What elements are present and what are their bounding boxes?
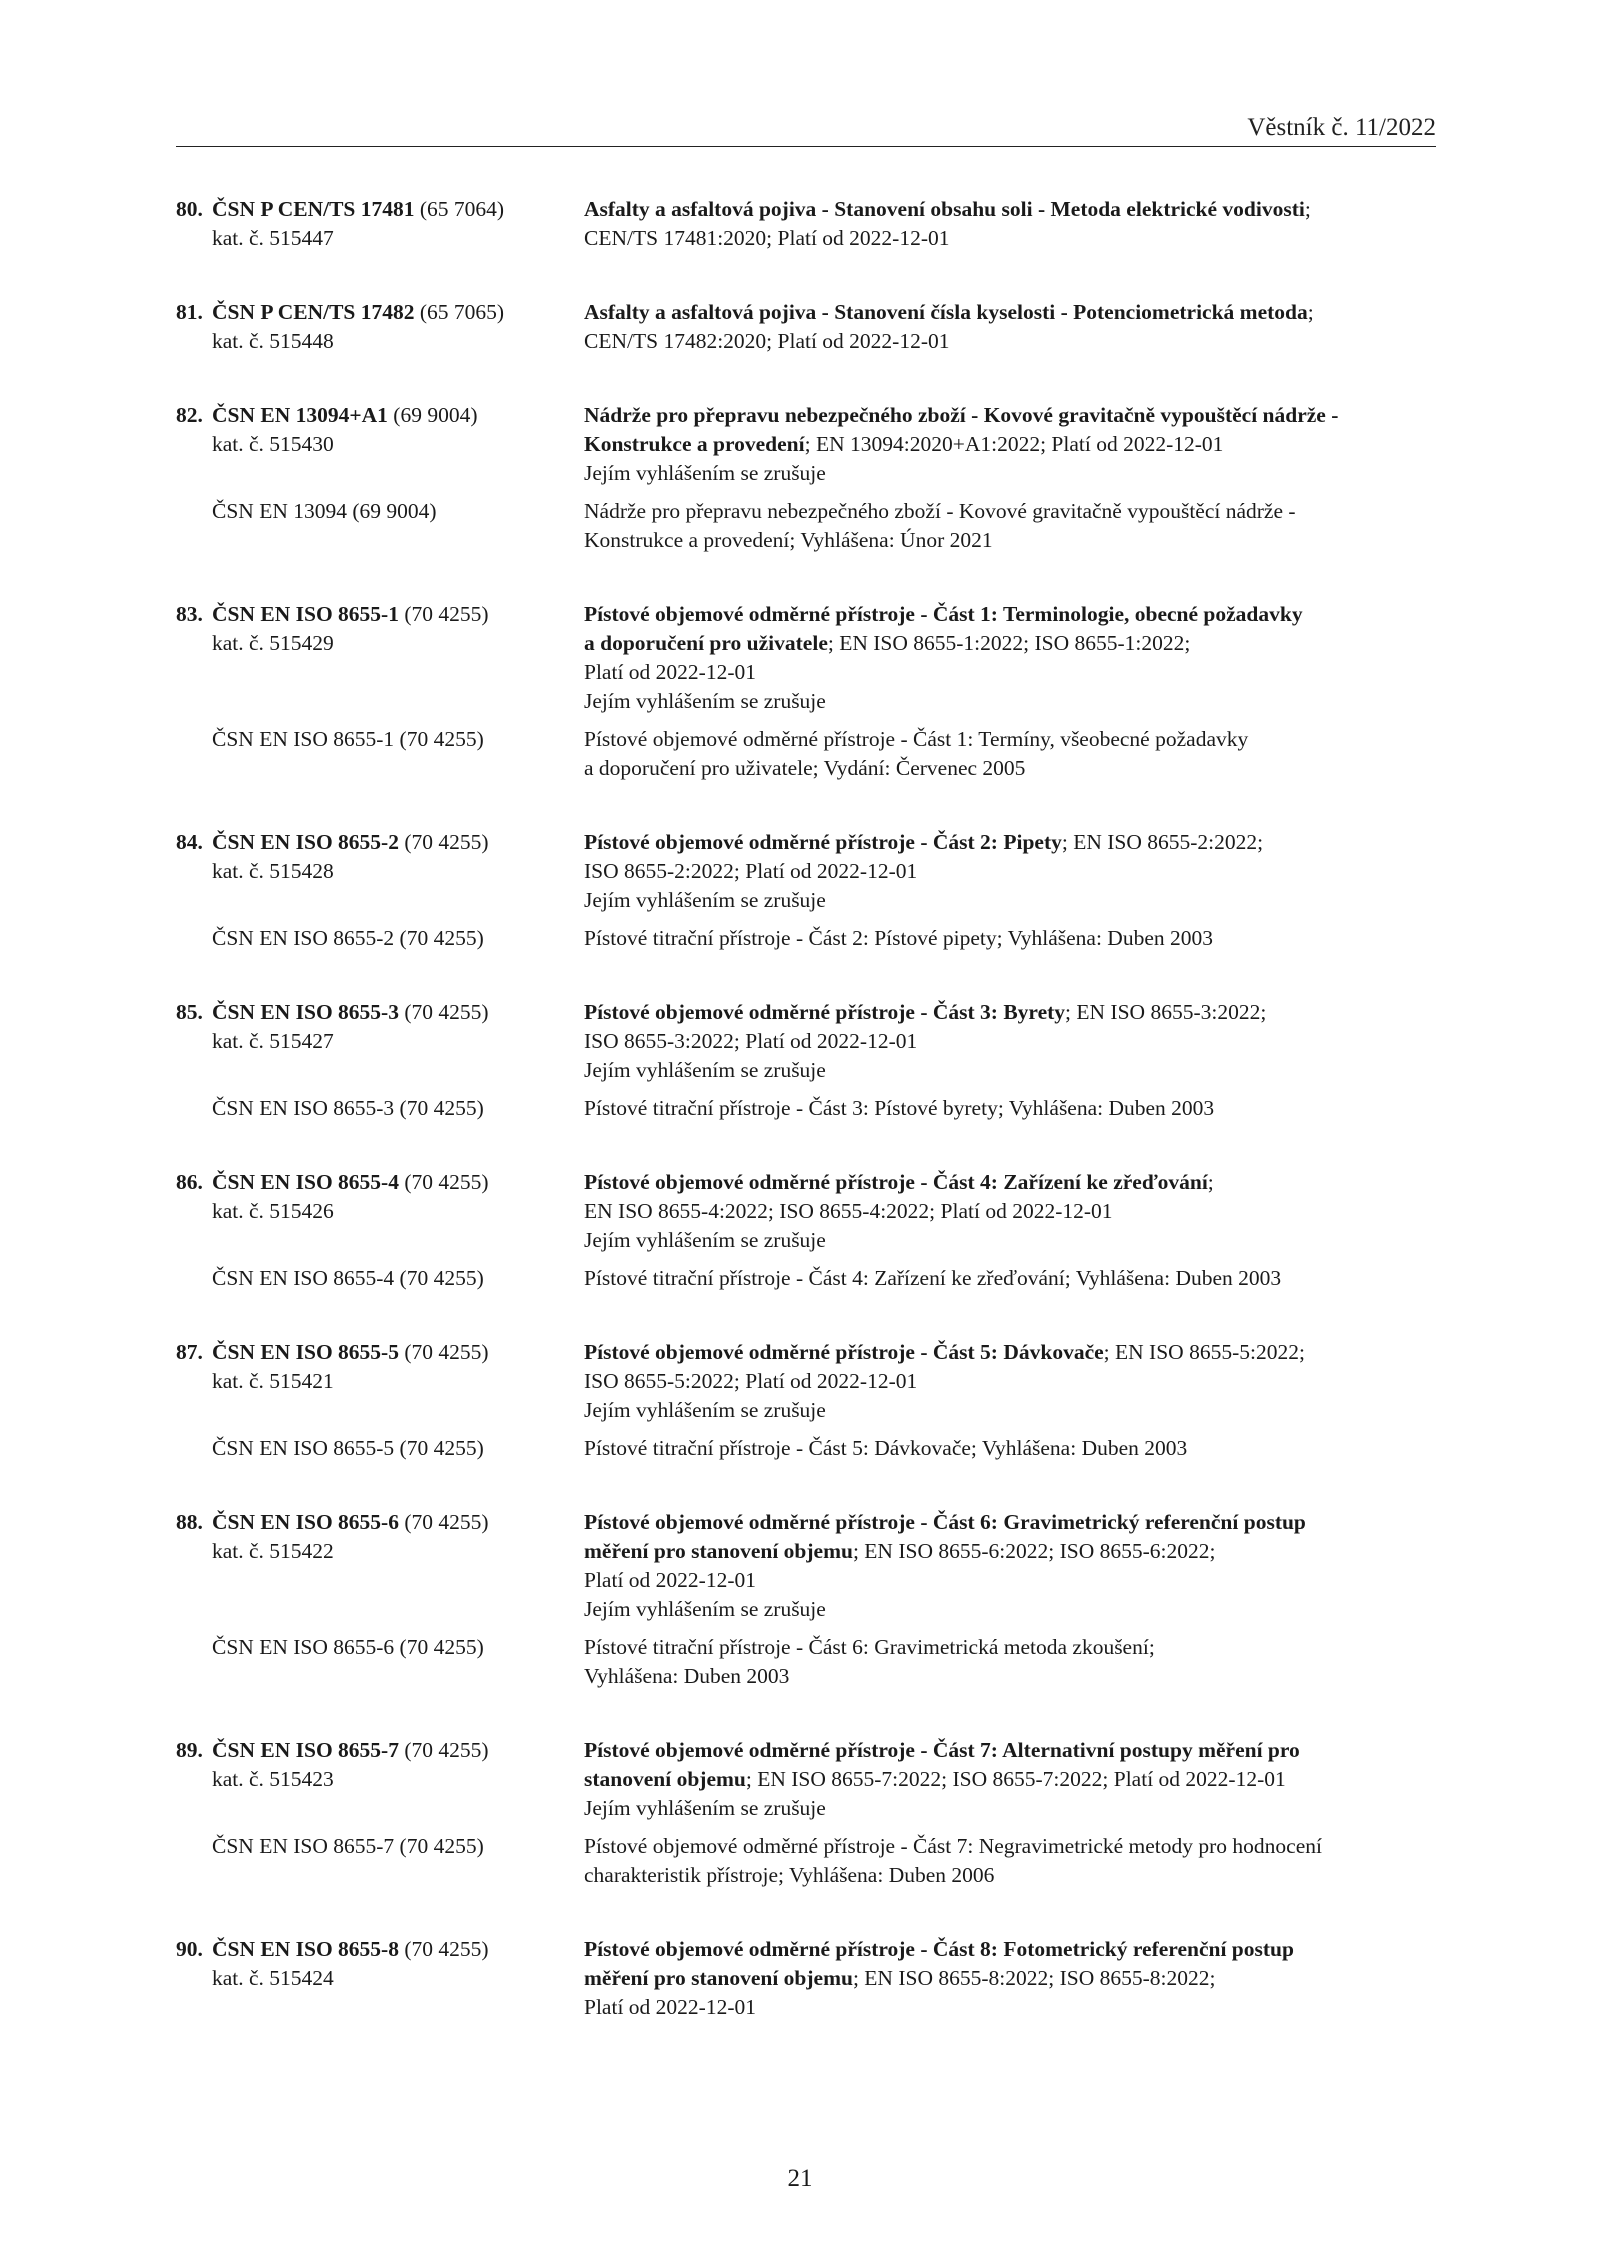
catalog-number: kat. č. 515447 [212,226,334,250]
entry-main-row [176,298,1436,356]
entry-identifier [176,195,584,253]
entry-number: 88. [176,1510,203,1534]
replaced-standard-code: ČSN EN ISO 8655-3 (70 4255) [212,1096,484,1120]
description-line [584,1964,1436,1993]
description-line [584,459,1436,488]
description-line [584,1056,1436,1085]
standard-entry [176,1508,1436,1691]
replaced-description-line: a doporučení pro uživatele; Vydání: Červenec 2005 [584,756,1026,780]
entry-identifier [176,828,584,915]
description-line [584,1508,1436,1537]
entry-description [584,828,1436,915]
description-line [584,1736,1436,1765]
classification-number: (69 9004) [387,403,478,427]
description-bold: Konstrukce a provedení [584,432,805,456]
description-text: ; EN ISO 8655-3:2022; [1065,1000,1267,1024]
description-line [584,998,1436,1027]
description-bold: měření pro stanovení objemu [584,1966,853,1990]
description-text: ; EN ISO 8655-1:2022; ISO 8655-1:2022; [827,631,1191,655]
catalog-number: kat. č. 515428 [212,859,334,883]
description-line [584,857,1436,886]
replaced-standard-row [176,924,1436,953]
replaced-description [584,1094,1436,1123]
description-text: CEN/TS 17481:2020; Platí od 2022-12-01 [584,226,950,250]
description-text: ; [1207,1170,1214,1194]
description-line [584,1595,1436,1624]
description-text: Jejím vyhlášením se zrušuje [584,1796,826,1820]
entry-main-row [176,1168,1436,1255]
description-line [584,629,1436,658]
entry-identifier [176,1508,584,1624]
entry-number: 90. [176,1937,203,1961]
standard-entry [176,298,1436,356]
replaced-description-line: Nádrže pro přepravu nebezpečného zboží - Kovové gravitačně vypouštěcí nádrže - [584,499,1296,523]
entry-code-line [176,195,584,224]
standard-entry [176,1338,1436,1463]
description-text: Jejím vyhlášením se zrušuje [584,888,826,912]
description-bold: Asfalty a asfaltová pojiva - Stanovení čísla kyselosti - Potenciometrická metoda [584,300,1308,324]
description-line [584,401,1436,430]
entry-code-line [176,401,584,430]
replaced-standard-code: ČSN EN ISO 8655-2 (70 4255) [212,926,484,950]
description-text: Platí od 2022-12-01 [584,1995,756,2019]
description-text: CEN/TS 17482:2020; Platí od 2022-12-01 [584,329,950,353]
description-bold: Pístové objemové odměrné přístroje - Část 6: Gravimetrický referenční postup [584,1510,1306,1534]
description-line [584,658,1436,687]
replaced-description-line: Pístové titrační přístroje - Část 4: Zařízení ke zřeďování; Vyhlášena: Duben 2003 [584,1266,1282,1290]
replaced-description-line: Pístové objemové odměrné přístroje - Část 7: Negravimetrické metody pro hodnocení [584,1834,1322,1858]
entry-code-line [176,828,584,857]
standard-code: ČSN P CEN/TS 17481 [212,197,415,221]
replaced-standard-row [176,1832,1436,1890]
replaced-identifier [176,1832,584,1890]
replaced-description [584,924,1436,953]
description-line [584,224,1436,253]
entry-main-row [176,195,1436,253]
entry-number: 89. [176,1738,203,1762]
description-text: Jejím vyhlášením se zrušuje [584,1228,826,1252]
replaced-description-line: charakteristik přístroje; Vyhlášena: Duben 2006 [584,1863,995,1887]
replaced-standard-row [176,1633,1436,1691]
catalog-number: kat. č. 515422 [212,1539,334,1563]
entry-identifier [176,1935,584,2022]
description-text: ISO 8655-2:2022; Platí od 2022-12-01 [584,859,918,883]
replaced-description [584,1832,1436,1890]
description-bold: Nádrže pro přepravu nebezpečného zboží - Kovové gravitačně vypouštěcí nádrže - [584,403,1339,427]
catalog-number: kat. č. 515429 [212,631,334,655]
description-text: Jejím vyhlášením se zrušuje [584,1058,826,1082]
entry-description [584,600,1436,716]
entry-identifier [176,1168,584,1255]
standard-entry [176,1935,1436,2022]
description-line [584,1027,1436,1056]
description-text: ; EN ISO 8655-5:2022; [1103,1340,1305,1364]
entry-code-line [176,298,584,327]
entry-main-row [176,1338,1436,1425]
replaced-description [584,1633,1436,1691]
replaced-identifier [176,497,584,555]
standard-code: ČSN EN ISO 8655-7 [212,1738,399,1762]
description-line [584,1168,1436,1197]
classification-number: (70 4255) [398,1510,489,1534]
description-bold: Pístové objemové odměrné přístroje - Část 1: Terminologie, obecné požadavky [584,602,1303,626]
replaced-description [584,1434,1436,1463]
replaced-identifier [176,924,584,953]
description-text: Platí od 2022-12-01 [584,1568,756,1592]
replaced-standard-code: ČSN EN ISO 8655-4 (70 4255) [212,1266,484,1290]
description-line [584,1993,1436,2022]
entry-number: 83. [176,602,203,626]
description-bold: stanovení objemu [584,1767,746,1791]
description-line [584,886,1436,915]
replaced-description [584,1264,1436,1293]
catalog-number: kat. č. 515448 [212,329,334,353]
entry-number: 80. [176,197,203,221]
replaced-description-line: Pístové titrační přístroje - Část 2: Pístové pipety; Vyhlášena: Duben 2003 [584,926,1214,950]
entry-description [584,1935,1436,2022]
entry-identifier [176,600,584,716]
description-text: Platí od 2022-12-01 [584,660,756,684]
description-line [584,1338,1436,1367]
entry-number: 81. [176,300,203,324]
entry-description [584,1168,1436,1255]
catalog-number: kat. č. 515427 [212,1029,334,1053]
description-text: Jejím vyhlášením se zrušuje [584,1398,826,1422]
page-header [176,110,1436,147]
replaced-standard-row [176,1434,1436,1463]
description-text: Jejím vyhlášením se zrušuje [584,461,826,485]
entry-identifier [176,401,584,488]
standard-entry [176,1736,1436,1890]
replaced-description-line: Vyhlášena: Duben 2003 [584,1664,790,1688]
catalog-number: kat. č. 515424 [212,1966,334,1990]
classification-number: (70 4255) [398,602,489,626]
description-bold: Pístové objemové odměrné přístroje - Část 7: Alternativní postupy měření pro [584,1738,1300,1762]
entry-main-row [176,1736,1436,1823]
entry-code-line [176,1736,584,1765]
description-line [584,1396,1436,1425]
bulletin-title: Věstník č. 11/2022 [1247,114,1436,141]
replaced-identifier [176,725,584,783]
entry-code-line [176,1168,584,1197]
description-line [584,1367,1436,1396]
entry-number: 84. [176,830,203,854]
description-line [584,1537,1436,1566]
replaced-description-line: Pístové titrační přístroje - Část 6: Gravimetrická metoda zkoušení; [584,1635,1155,1659]
catalog-number: kat. č. 515421 [212,1369,334,1393]
entry-description [584,1508,1436,1624]
replaced-standard-code: ČSN EN ISO 8655-7 (70 4255) [212,1834,484,1858]
description-text: ; EN ISO 8655-2:2022; [1061,830,1264,854]
standard-entry [176,401,1436,555]
description-text: ; [1304,197,1311,221]
classification-number: (65 7064) [414,197,505,221]
replaced-standard-code: ČSN EN ISO 8655-6 (70 4255) [212,1635,484,1659]
description-text: Jejím vyhlášením se zrušuje [584,689,826,713]
description-bold: Pístové objemové odměrné přístroje - Část 3: Byrety [584,1000,1066,1024]
description-line [584,195,1436,224]
entry-identifier [176,298,584,356]
entry-description [584,195,1436,253]
description-line [584,1197,1436,1226]
entry-identifier [176,1338,584,1425]
standard-code: ČSN P CEN/TS 17482 [212,300,415,324]
catalog-number: kat. č. 515426 [212,1199,334,1223]
description-text: ; [1307,300,1314,324]
entry-main-row [176,1935,1436,2022]
entry-number: 82. [176,403,203,427]
entry-number: 87. [176,1340,203,1364]
catalog-number: kat. č. 515423 [212,1767,334,1791]
description-text: Jejím vyhlášením se zrušuje [584,1597,826,1621]
standard-entry [176,1168,1436,1293]
entry-number: 86. [176,1170,203,1194]
entry-identifier [176,998,584,1085]
description-bold: Asfalty a asfaltová pojiva - Stanovení obsahu soli - Metoda elektrické vodivosti [584,197,1305,221]
classification-number: (70 4255) [398,1170,489,1194]
description-line [584,327,1436,356]
replaced-standard-row [176,497,1436,555]
replaced-standard-row [176,1264,1436,1293]
description-line [584,298,1436,327]
description-text: EN ISO 8655-4:2022; ISO 8655-4:2022; Platí od 2022-12-01 [584,1199,1113,1223]
description-line [584,828,1436,857]
description-text: ISO 8655-3:2022; Platí od 2022-12-01 [584,1029,918,1053]
replaced-standard-code: ČSN EN 13094 (69 9004) [212,499,437,523]
description-text: ; EN ISO 8655-6:2022; ISO 8655-6:2022; [852,1539,1216,1563]
standard-entry [176,828,1436,953]
catalog-number: kat. č. 515430 [212,432,334,456]
replaced-description-line: Pístové titrační přístroje - Část 5: Dávkovače; Vyhlášena: Duben 2003 [584,1436,1188,1460]
description-line [584,1226,1436,1255]
description-line [584,687,1436,716]
replaced-description-line: Pístové titrační přístroje - Část 3: Pístové byrety; Vyhlášena: Duben 2003 [584,1096,1215,1120]
description-line [584,1935,1436,1964]
entry-main-row [176,600,1436,716]
description-text: ; EN ISO 8655-8:2022; ISO 8655-8:2022; [852,1966,1216,1990]
replaced-description [584,497,1436,555]
entry-main-row [176,998,1436,1085]
replaced-standard-code: ČSN EN ISO 8655-5 (70 4255) [212,1436,484,1460]
replaced-identifier [176,1434,584,1463]
replaced-standard-row [176,1094,1436,1123]
entry-description [584,1736,1436,1823]
replaced-description-line: Pístové objemové odměrné přístroje - Část 1: Termíny, všeobecné požadavky [584,727,1249,751]
standard-code: ČSN EN ISO 8655-8 [212,1937,399,1961]
standard-code: ČSN EN ISO 8655-6 [212,1510,399,1534]
standard-entry [176,195,1436,253]
description-bold: měření pro stanovení objemu [584,1539,853,1563]
standard-code: ČSN EN ISO 8655-2 [212,830,399,854]
standard-code: ČSN EN ISO 8655-4 [212,1170,399,1194]
standard-code: ČSN EN 13094+A1 [212,403,388,427]
entry-code-line [176,1508,584,1537]
description-bold: Pístové objemové odměrné přístroje - Část 5: Dávkovače [584,1340,1104,1364]
entry-description [584,401,1436,488]
replaced-description-line: Konstrukce a provedení; Vyhlášena: Únor 2021 [584,528,993,552]
entry-number: 85. [176,1000,203,1024]
description-bold: Pístové objemové odměrné přístroje - Část 4: Zařízení ke zřeďování [584,1170,1208,1194]
description-bold: Pístové objemové odměrné přístroje - Část 8: Fotometrický referenční postup [584,1937,1294,1961]
replaced-identifier [176,1264,584,1293]
entry-description [584,298,1436,356]
description-text: ISO 8655-5:2022; Platí od 2022-12-01 [584,1369,918,1393]
replaced-description [584,725,1436,783]
standard-entry [176,998,1436,1123]
replaced-identifier [176,1633,584,1691]
replaced-standard-code: ČSN EN ISO 8655-1 (70 4255) [212,727,484,751]
description-bold: Pístové objemové odměrné přístroje - Část 2: Pipety [584,830,1062,854]
classification-number: (70 4255) [398,1340,489,1364]
classification-number: (70 4255) [398,1937,489,1961]
description-line [584,430,1436,459]
standard-entry [176,600,1436,783]
entry-main-row [176,401,1436,488]
standard-code: ČSN EN ISO 8655-3 [212,1000,399,1024]
entry-main-row [176,1508,1436,1624]
standard-code: ČSN EN ISO 8655-5 [212,1340,399,1364]
replaced-standard-row [176,725,1436,783]
description-line [584,1794,1436,1823]
entry-code-line [176,1935,584,1964]
classification-number: (70 4255) [398,1738,489,1762]
description-line [584,1566,1436,1595]
entry-code-line [176,1338,584,1367]
description-line [584,1765,1436,1794]
entry-identifier [176,1736,584,1823]
classification-number: (70 4255) [398,1000,489,1024]
standards-list [176,195,1436,2067]
description-line [584,600,1436,629]
classification-number: (70 4255) [398,830,489,854]
description-text: ; EN ISO 8655-7:2022; ISO 8655-7:2022; Platí od 2022-12-01 [745,1767,1286,1791]
entry-code-line [176,600,584,629]
replaced-identifier [176,1094,584,1123]
standard-code: ČSN EN ISO 8655-1 [212,602,399,626]
description-text: ; EN 13094:2020+A1:2022; Platí od 2022-12-01 [804,432,1224,456]
classification-number: (65 7065) [414,300,505,324]
description-bold: a doporučení pro uživatele [584,631,828,655]
entry-code-line [176,998,584,1027]
entry-description [584,1338,1436,1425]
page-number: 21 [787,2165,813,2192]
entry-description [584,998,1436,1085]
entry-main-row [176,828,1436,915]
